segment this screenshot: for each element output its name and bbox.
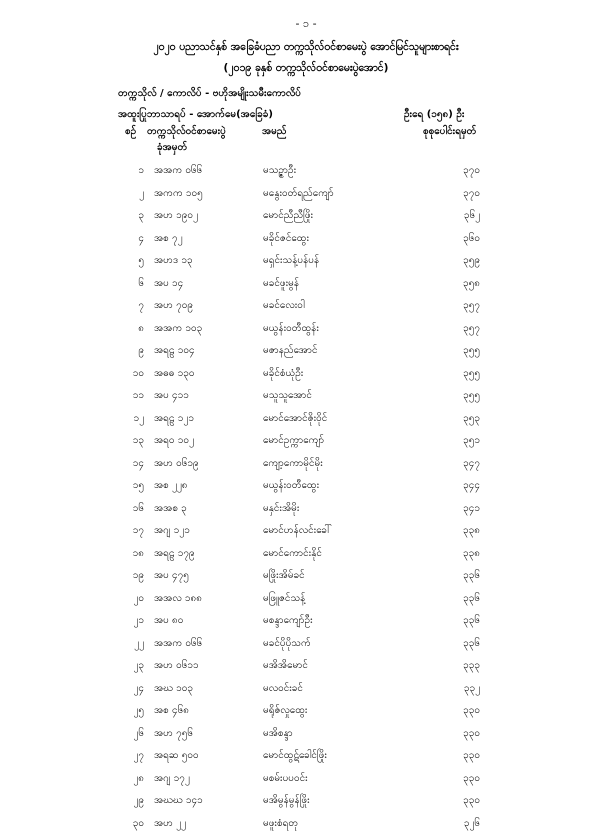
student-name: မောင်အောင်ဇိုးဝိုင် [263,411,327,426]
student-name: မအိမွန်မွန်ဖြိုး [263,793,310,808]
total-mark: ၃၃၆ [440,613,480,628]
student-name: မောင်ထွဋ်ခေါင်ဖြိုး [263,748,327,763]
document-title: ၂၀၂၀ ပညာသင်နှစ် အခြေခံပညာ တက္ကသိုလ်ဝင်စာမေးပွဲ အောင်မြင်သူများစာရင်း [0,41,612,56]
table-row [0,250,612,273]
table-row [0,790,612,813]
row-number: ၂၈ [118,771,144,786]
total-mark: ၃၅၇ [440,298,480,313]
student-name: မခိုင်ဇင်ထွေး [263,231,309,246]
student-name: မရှင်းသန့်ပန်ပန် [263,253,319,268]
row-number: ၂၀ [118,591,144,606]
row-number: ၈ [118,321,144,336]
total-mark: ၃၃၀ [440,748,480,763]
table-row [0,633,612,656]
roll-number: အပ ၁၄ [154,276,183,291]
student-name: မောင်ဟန်လင်းခေါ် [263,523,331,538]
column-header-name: အမည် [262,124,287,139]
results-table [0,160,612,835]
roll-number: အဃ ၁၀၃ [154,681,193,696]
row-number: ၂၇ [118,748,144,763]
table-row [0,768,612,791]
total-mark: ၃၃၀ [440,771,480,786]
student-name: မလဝင်းခင် [263,681,303,696]
total-mark: ၃၇၀ [440,163,480,178]
student-name: မောင်ကောင်းနိုင် [263,546,322,561]
total-mark: ၃၃၂ [440,681,480,696]
roll-number: အစ ၂၂၈ [154,478,188,493]
student-name: မအိစန္ဒာ [263,726,293,741]
roll-number: အရဠ ၁၀၄ [154,343,195,358]
table-row [0,228,612,251]
total-mark: ၃၅၅ [440,388,480,403]
row-number: ၁၈ [118,546,144,561]
student-name: မစန္ဒာကျော်ဦး [263,613,313,628]
roll-number: အပ ၄၇၅ [154,568,189,583]
table-row [0,160,612,183]
student-name: မရိုဇ်လှုထွေး [263,703,307,718]
page-number: - ၁ - [0,17,612,33]
row-number: ၆ [118,276,144,291]
student-name: မနှင်းအိမိုး [263,501,299,516]
column-header-no: စဉ် [125,124,136,139]
student-name: မနွေးဝတ်ရည်ကျော် [263,186,334,201]
table-row [0,700,612,723]
roll-number: အဟ ၁၉၀၂ [154,208,198,223]
total-mark: ၃၅၅ [440,366,480,381]
roll-number: အဃဃ ၁၄၁ [154,793,203,808]
total-mark: ၃၅၇ [440,321,480,336]
roll-number: အဟဒ ၁၃ [154,253,193,268]
table-row [0,453,612,476]
table-row [0,723,612,746]
total-mark: ၃၄၁ [440,501,480,516]
roll-number: အဂျ ၁၇၂ [154,771,190,786]
table-row [0,520,612,543]
student-name: မောင်ဥက္ကာကျော် [263,433,324,448]
total-mark: ၃၃၆ [440,636,480,651]
student-name: မသူသူအောင် [263,388,312,403]
student-name: မခင်လေးဝါ [263,298,305,313]
university-line: တက္ကသိုလ် / ကောလိပ် - ဗဟိုအမျိုးသမီးကောလိပ် [118,86,301,101]
total-mark: ၃၃၃ [440,658,480,673]
roll-number: အကက ၁၀၅ [154,186,203,201]
student-name: မခင်ပိုပိုသက် [263,636,311,651]
table-row [0,565,612,588]
roll-number: အအစ ၃ [154,501,187,516]
total-mark: ၃၅၈ [440,276,480,291]
table-row [0,408,612,431]
total-mark: ၃၅၉ [440,253,480,268]
roll-number: အဟ ၇၀၉ [154,298,193,313]
table-row [0,655,612,678]
roll-number: အဟ ၂၂ [154,816,186,831]
roll-number: အဟ ၀၆၁၉ [154,456,199,471]
total-mark: ၃၅၅ [440,343,480,358]
student-name: မောင်ညီညီဖြိုး [263,208,313,223]
total-mark: ၃၆၀ [440,231,480,246]
roll-number: အရဠ ၁၇၉ [154,546,195,561]
row-number: ၂၉ [118,793,144,808]
row-number: ၃ [118,208,144,223]
total-mark: ၃၃၆ [440,591,480,606]
total-mark: ၃၃၈ [440,523,480,538]
student-name: မဖြူဇင်သန့် [263,591,305,606]
table-row [0,363,612,386]
table-row [0,588,612,611]
roll-number: အဂျ ၁၂၁ [154,523,190,538]
total-mark: ၃၅၁ [440,433,480,448]
student-name: မယွန်းဝတီထွေး [263,478,319,493]
total-mark: ၃၇၀ [440,186,480,201]
roll-number: အရဠ ၁၂၁ [154,411,194,426]
row-number: ၁၄ [118,456,144,471]
roll-number: အဓဓ ၁၃၀ [154,366,194,381]
roll-number: အအက ၀၆၆ [154,636,202,651]
roll-number: အပ ၄၁၁ [154,388,189,403]
row-number: ၂ [118,186,144,201]
table-row [0,295,612,318]
table-row [0,678,612,701]
table-row [0,385,612,408]
student-name: မဖူးစံရတု [263,816,298,831]
row-number: ၁၇ [118,523,144,538]
total-mark: ၃၃၀ [440,726,480,741]
row-number: ၁၅ [118,478,144,493]
roll-number: အစ ၇၂ [154,231,183,246]
row-number: ၁၂ [118,411,144,426]
table-row [0,340,612,363]
roll-number: အရဆ ၅၀၀ [154,748,199,763]
student-name: ကျော့ကောမိုင်မိုး [263,456,323,471]
document-subtitle: (၂၀၁၉ ခုနှစ် တက္ကသိုလ်ဝင်စာမေးပွဲအောင်) [0,62,612,77]
total-mark: ၃၆၂ [440,208,480,223]
student-name: မဇာနည်အောင် [263,343,318,358]
student-name: မခိုင်စံယုံဦး [263,366,303,381]
roll-number: အအက ၁၀၃ [154,321,202,336]
total-mark: ၃၂၆ [440,816,480,831]
row-number: ၂၃ [118,658,144,673]
student-count: ဦးရေ (၁၅၈) ဦး [404,107,464,122]
roll-number: အရဝ ၁၀၂ [154,433,194,448]
row-number: ၂၆ [118,726,144,741]
total-mark: ၃၄၄ [440,478,480,493]
table-row [0,498,612,521]
total-mark: ၃၃၀ [440,703,480,718]
table-row [0,475,612,498]
roll-number: အအလ ၁၈၈ [154,591,202,606]
row-number: ၁၉ [118,568,144,583]
student-name: မဖြိုးအိမ်ခင် [263,568,305,583]
table-row [0,813,612,835]
roll-number: အဟ ၇၅၆ [154,726,193,741]
student-name: မစမ်းပပဝင်း [263,771,308,786]
row-number: ၁၁ [118,388,144,403]
total-mark: ၃၃၆ [440,568,480,583]
row-number: ၉ [118,343,144,358]
column-header-total-mark: စုစုပေါင်းရမှတ် [423,124,476,139]
row-number: ၂၅ [118,703,144,718]
row-number: ၁ [118,163,144,178]
row-number: ၂၄ [118,681,144,696]
table-row [0,430,612,453]
row-number: ၂၂ [118,636,144,651]
student-name: မသဉ္ဇာဦး [263,163,296,178]
total-mark: ၃၅၃ [440,411,480,426]
row-number: ၁၀ [118,366,144,381]
table-row [0,183,612,206]
table-row [0,205,612,228]
row-number: ၂၁ [118,613,144,628]
total-mark: ၃၃၀ [440,793,480,808]
table-row [0,273,612,296]
row-number: ၁၃ [118,433,144,448]
roll-number: အပ ၈၀ [154,613,183,628]
row-number: ၇ [118,298,144,313]
student-name: မခင်ဖူးမွန် [263,276,299,291]
table-row [0,745,612,768]
row-number: ၃၀ [118,816,144,831]
row-number: ၁၆ [118,501,144,516]
table-row [0,543,612,566]
column-header-roll-line2: ခုံအမှတ် [157,140,187,155]
column-header-roll: တက္ကသိုလ်ဝင်စာမေးပွဲ [147,124,226,139]
row-number: ၅ [118,253,144,268]
student-name: မယွန်းဝတီထွန်း [263,321,319,336]
roll-number: အစ ၄၆၈ [154,703,189,718]
roll-number: အအက ၀၆၆ [154,163,202,178]
table-row [0,318,612,341]
total-mark: ၃၃၈ [440,546,480,561]
student-name: မအိအိမောင် [263,658,308,673]
row-number: ၄ [118,231,144,246]
major-subject-line: အထူးပြုဘာသာရပ် - အောက်မေ(အခြေခံ) [118,107,273,122]
total-mark: ၃၄၇ [440,456,480,471]
roll-number: အဟ ၀၆၁၁ [154,658,199,673]
table-row [0,610,612,633]
